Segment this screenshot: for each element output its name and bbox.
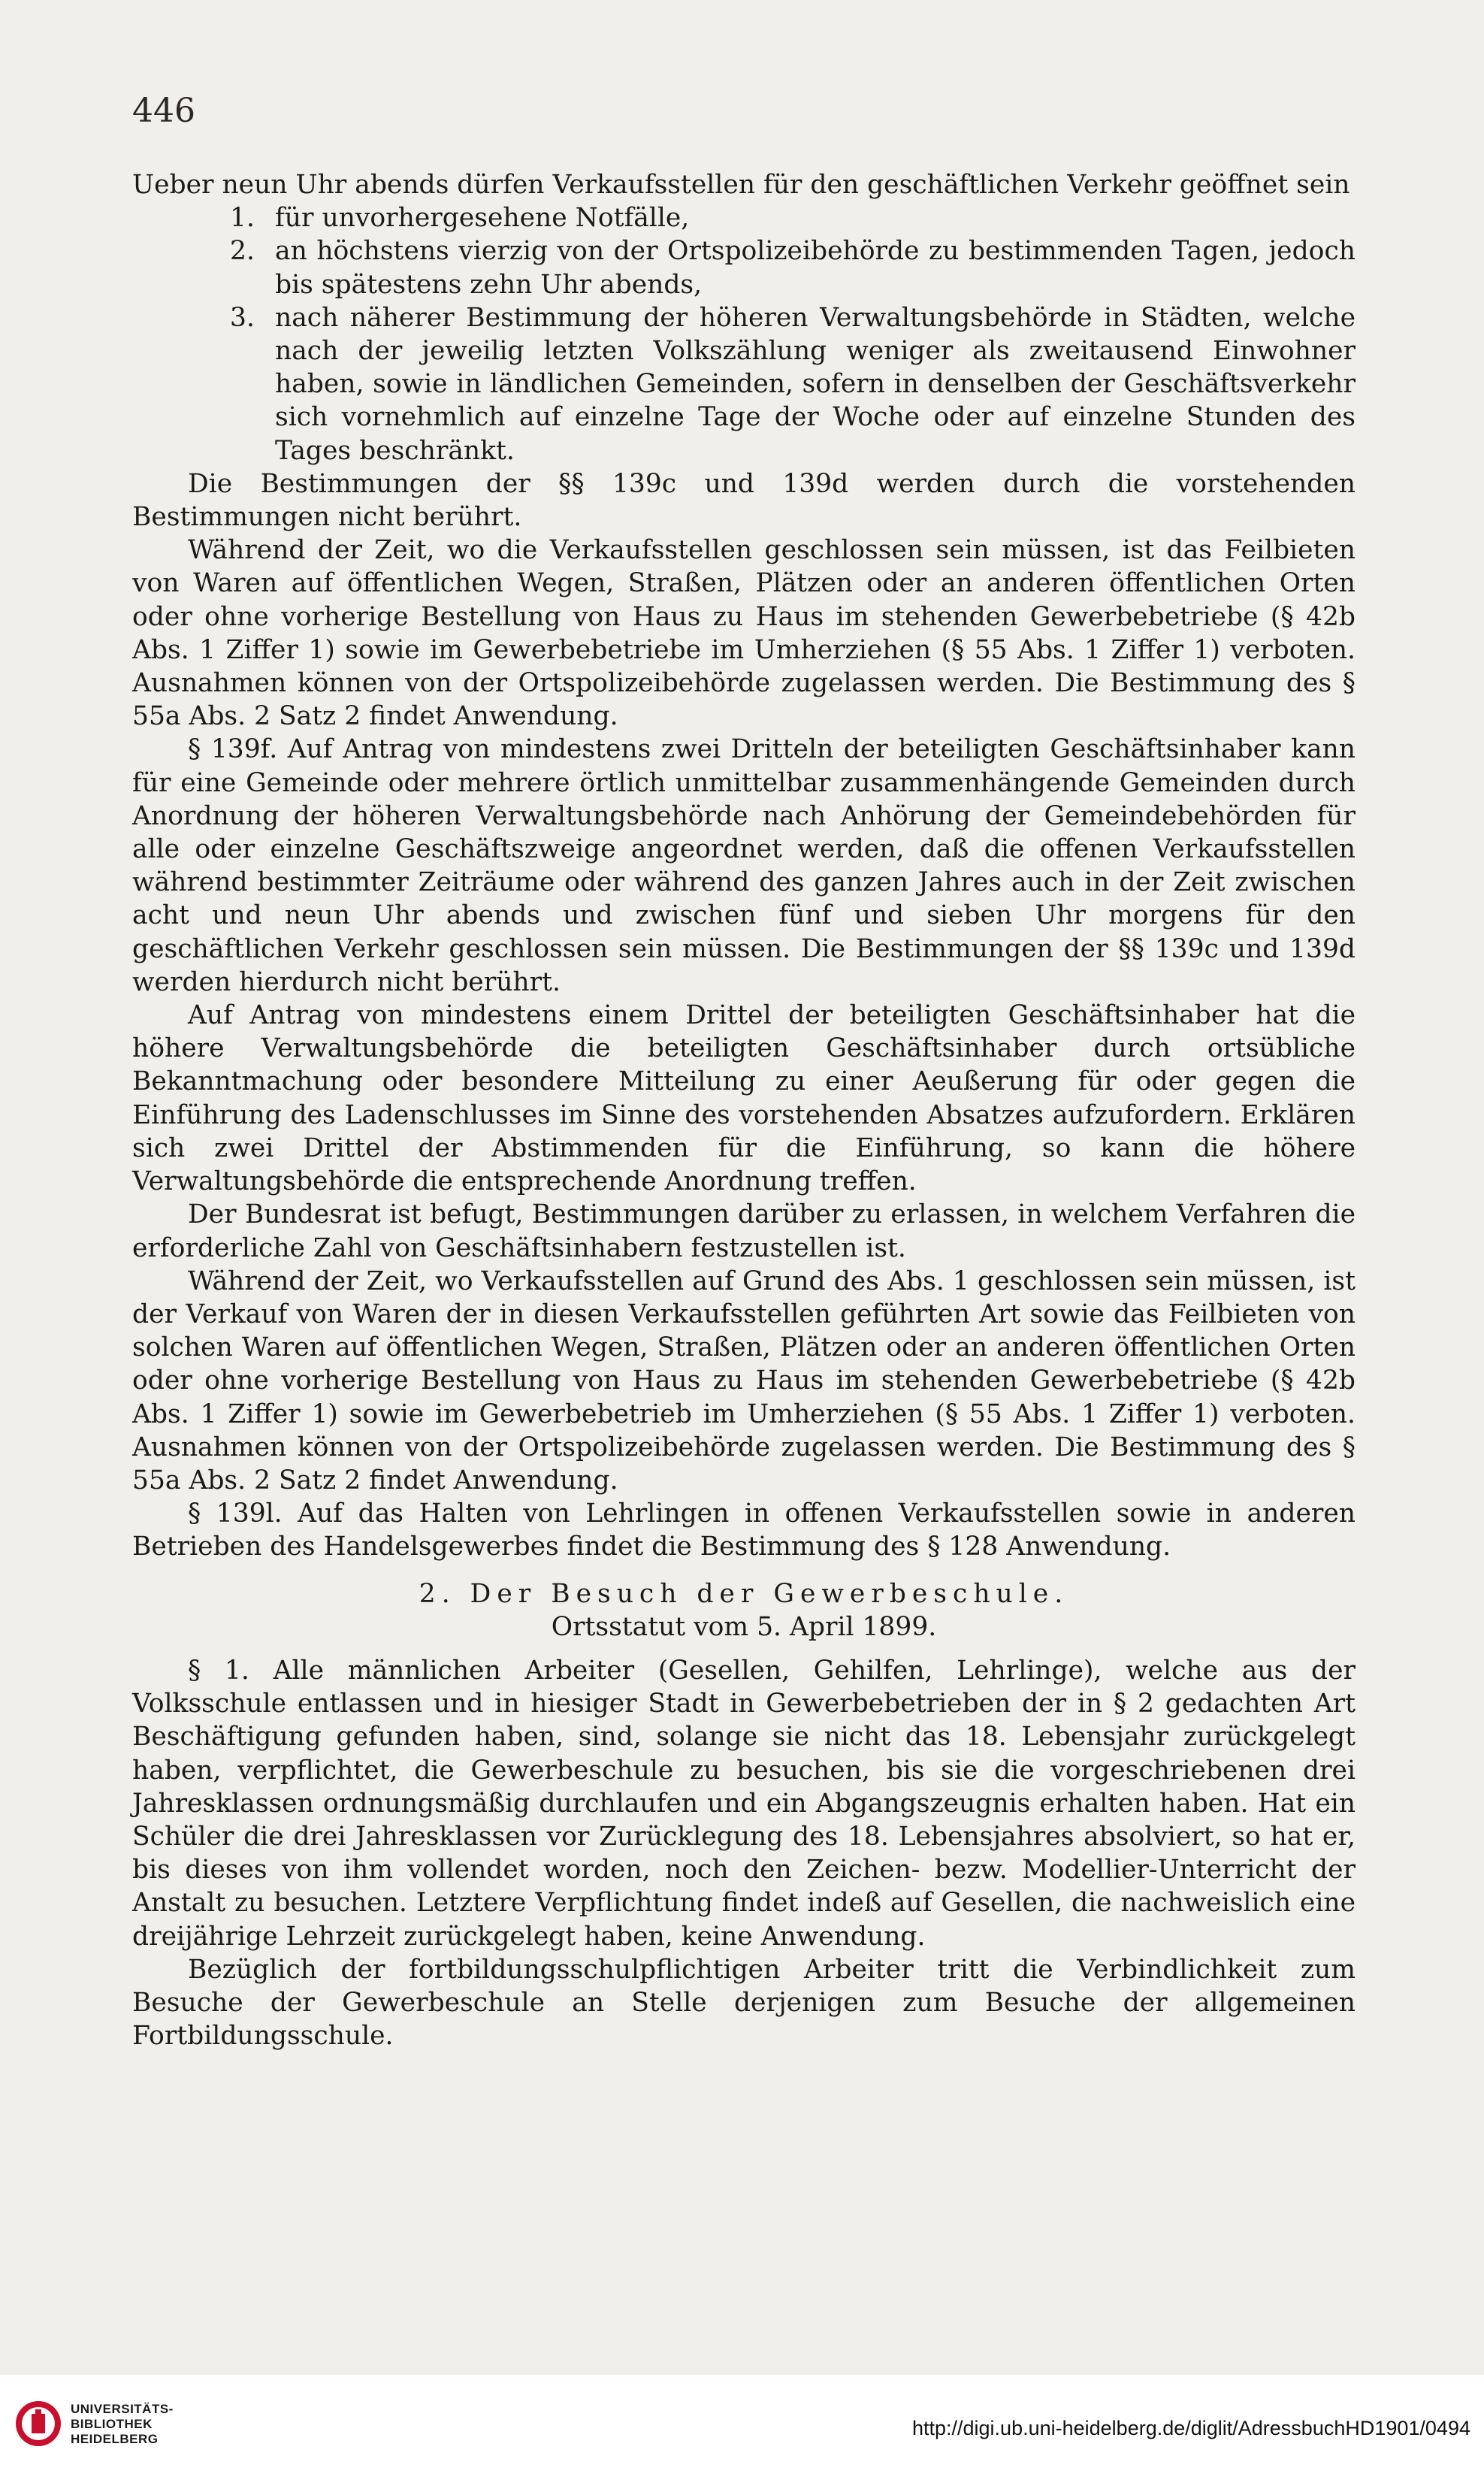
list-item-text: an höchstens vierzig von der Ortspolizeibehörde zu bestimmenden Tagen, jedoch bis spätestens zehn Uhr abends, [275, 236, 1356, 300]
list-item-text: nach näherer Bestimmung der höheren Verwaltungsbehörde in Städten, welche nach der jeweilig letzten Volkszählung weniger als zweitausend Einwohner haben, sowie in ländlichen Gemeinden, sofern in denselben der Geschäftsverkehr sich vornehmlich auf einzelne Tage der Woche oder auf einzelne Stunden des Tages beschränkt. [275, 302, 1356, 466]
paragraph: Bezüglich der fortbildungsschulpflichtigen Arbeiter tritt die Verbindlichkeit zum Besuche der Gewerbeschule an Stelle derjenigen zum Besuche der allgemeinen Fortbildungsschule. [132, 1954, 1356, 2052]
section-heading: 2. Der Besuch der Gewerbeschule. [419, 1578, 1069, 1609]
paragraph-section-139f: § 139f. Auf Antrag von mindestens zwei Dritteln der beteiligten Geschäftsinhaber kann für eine Gemeinde oder mehrere örtlich unmittelbar zusammenhängende Gemeinden durch Anordnung der höheren Verwaltungsbehörde nach Anhörung der Gemeindebehörden für alle oder einzelne Geschäftszweige angeordnet werden, daß die offenen Verkaufsstellen während bestimmter Zeiträume oder während des ganzen Jahres auch in der Zeit zwischen acht und neun Uhr abends und zwischen fünf und sieben Uhr morgens für den geschäftlichen Verkehr geschlossen sein müssen. Die Bestimmungen der §§ 139c und 139d werden hierdurch nicht berührt. [132, 734, 1356, 997]
list-item-number: 3. [230, 302, 255, 333]
library-name-line: HEIDELBERG [71, 2432, 159, 2446]
paragraph: Der Bundesrat ist befugt, Bestimmungen darüber zu erlassen, in welchem Verfahren die erforderliche Zahl von Geschäftsinhabern festzustellen ist. [132, 1199, 1356, 1263]
paragraph: Während der Zeit, wo Verkaufsstellen auf Grund des Abs. 1 geschlossen sein müssen, ist der Verkauf von Waren der in diesen Verkaufsstellen geführten Art sowie das Feilbieten von solchen Waren auf öffentlichen Wegen, Straßen, Plätzen oder an anderen öffentlichen Orten oder ohne vorherige Bestellung von Haus zu Haus im stehenden Gewerbebetriebe (§ 42b Abs. 1 Ziffer 1) sowie im Gewerbebetrieb im Umherziehen (§ 55 Abs. 1 Ziffer 1) verboten. Ausnahmen können von der Ortspolizeibehörde zugelassen werden. Die Bestimmung des § 55a Abs. 2 Satz 2 findet Anwendung. [132, 1266, 1356, 1496]
paragraph-section-1: § 1. Alle männlichen Arbeiter (Gesellen, Gehilfen, Lehrlinge), welche aus der Volksschule entlassen und in hiesiger Stadt in Gewerbebetrieben der in § 2 gedachten Art Beschäftigung gefunden haben, sind, solange sie nicht das 18. Lebensjahr zurückgelegt haben, verpflichtet, die Gewerbeschule zu besuchen, bis sie die vorgeschriebenen drei Jahresklassen ordnungsmäßig durchlaufen und ein Abgangszeugnis erhalten haben. Hat ein Schüler die drei Jahresklassen vor Zurücklegung des 18. Lebensjahres absolviert, so hat er, bis dieses von ihm vollendet worden, noch den Zeichen- bezw. Modellier-Unterricht der Anstalt zu besuchen. Letztere Verpflichtung findet indeß auf Gesellen, die nachweislich eine dreijährige Lehrzeit zurückgelegt haben, keine Anwendung. [132, 1655, 1356, 1952]
page-number: 446 [132, 92, 195, 130]
paragraph-section-139l: § 139l. Auf das Halten von Lehrlingen in offenen Verkaufsstellen sowie in anderen Betrieben des Handelsgewerbes findet die Bestimmung des § 128 Anwendung. [132, 1499, 1356, 1562]
list-item [132, 201, 1356, 234]
library-seal-icon [14, 2399, 63, 2448]
list-item-number: 2. [230, 236, 255, 267]
list-item [132, 301, 1356, 467]
library-name-line: UNIVERSITÄTS- [71, 2402, 174, 2416]
list-item [132, 234, 1356, 301]
intro-lead: Ueber neun Uhr abends dürfen Verkaufsstellen für den geschäftlichen Verkehr geöffnet sein [132, 170, 1350, 200]
paragraph: Die Bestimmungen der §§ 139c und 139d werden durch die vorstehenden Bestimmungen nicht berührt. [132, 468, 1356, 533]
list-item-text: für unvorhergesehene Notfälle, [275, 203, 690, 234]
exception-list [132, 201, 1356, 467]
page-body [132, 168, 1356, 2052]
library-name-line: BIBLIOTHEK [71, 2417, 153, 2431]
paragraph: Während der Zeit, wo die Verkaufsstellen geschlossen sein müssen, ist das Feilbieten von Waren auf öffentlichen Wegen, Straßen, Plätzen oder an anderen öffentlichen Orten oder ohne vorherige Bestellung von Haus zu Haus im stehenden Gewerbebetriebe (§ 42b Abs. 1 Ziffer 1) sowie im Gewerbebetriebe im Umherziehen (§ 55 Abs. 1 Ziffer 1) verboten. Ausnahmen können von der Ortspolizeibehörde zugelassen werden. Die Bestimmung des § 55a Abs. 2 Satz 2 findet Anwendung. [132, 535, 1356, 732]
library-footer [0, 2375, 1484, 2489]
library-name [71, 2402, 174, 2447]
section-subheading: Ortsstatut vom 5. April 1899. [551, 1611, 937, 1642]
paragraph: Auf Antrag von mindestens einem Drittel der beteiligten Geschäftsinhaber hat die höhere Verwaltungsbehörde die beteiligten Geschäftsinhaber durch ortsübliche Bekanntmachung oder besondere Mitteilung zu einer Aeußerung für oder gegen die Einführung des Ladenschlusses im Sinne des vorstehenden Absatzes aufzufordern. Erklären sich zwei Drittel der Abstimmenden für die Einführung, so kann die höhere Verwaltungsbehörde die entsprechende Anordnung treffen. [132, 1000, 1356, 1197]
source-url-link[interactable]: http://digi.ub.uni-heidelberg.de/diglit/AdressbuchHD1901/0494 [911, 2417, 1470, 2439]
list-item-number: 1. [230, 203, 255, 234]
library-logo [14, 2396, 201, 2471]
